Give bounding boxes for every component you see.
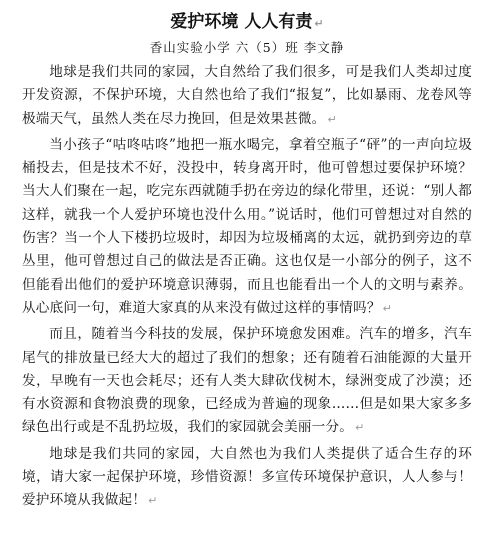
- paragraph-3: [22, 323, 472, 439]
- paragraph-mark-icon: ↵: [327, 112, 337, 126]
- paragraph-text: 而且，随着当今科技的发展，保护环境愈发困难。汽车的增多，汽车尾气的排放量已经大大的超过了我们的想象；还有随着石油能源的大量开发，早晚有一天也会耗尽；还有人类大肆砍伐树木，绿洲变成了沙漠；还有水资源和食物浪费的现象，已经成为普遍的现象……但是如果大家多多绿色出行或是不乱扔垃圾，我们的家园就会美丽一分。: [22, 326, 472, 436]
- document-title: [22, 10, 472, 36]
- paragraph-mark-icon: ↵: [382, 301, 393, 315]
- paragraph-1: [22, 61, 472, 131]
- author-byline: 香山实验小学 六（5）班 李文静: [149, 40, 345, 55]
- paragraph-2: [22, 134, 472, 320]
- paragraph-mark-icon: ↵: [148, 494, 158, 508]
- paragraph-text: 当小孩子“咕咚咕咚”地把一瓶水喝完，拿着空瓶子“砰”的一声向垃圾桶投去，但是技术不好，没投中，转身离开时，他可曾想过要保护环境？当大人们聚在一起，吃完东西就随手扔在旁边的绿化带里，还说：“别人都这样，就我一个人爱护环境也没什么用。”说话时，他们可曾想过对自然的伤害？当一个人下楼扔垃圾时，却因为垃圾桶离的太远，就扔到旁边的草丛里，他可曾想过自己的做法是否正确。这也仅是一小部分的例子，这不但能看出他们的爱护环境意识薄弱，而且也能看出一个人的文明与素养。从心底问一句，难道大家真的从来没有做过这样的事情吗？: [22, 136, 472, 316]
- paragraph-text: 地球是我们共同的家园，大自然给了我们很多，可是我们人类却过度开发资源，不保护环境，大自然也给了我们“报复”，比如暴雨、龙卷风等极端天气，虽然人类在尽力挽回，但是效果甚微。: [22, 64, 472, 127]
- paragraph-4: [22, 443, 472, 513]
- paragraph-text: 地球是我们共同的家园，大自然也为我们人类提供了适合生存的环境，请大家一起保护环境，珍惜资源！多宣传环境保护意识，人人参与！爱护环境从我做起！: [22, 445, 472, 509]
- title-text: 爱护环境 人人有责: [170, 12, 313, 32]
- paragraph-mark-icon: ↵: [355, 421, 365, 435]
- paragraph-mark-icon: ↵: [314, 17, 324, 30]
